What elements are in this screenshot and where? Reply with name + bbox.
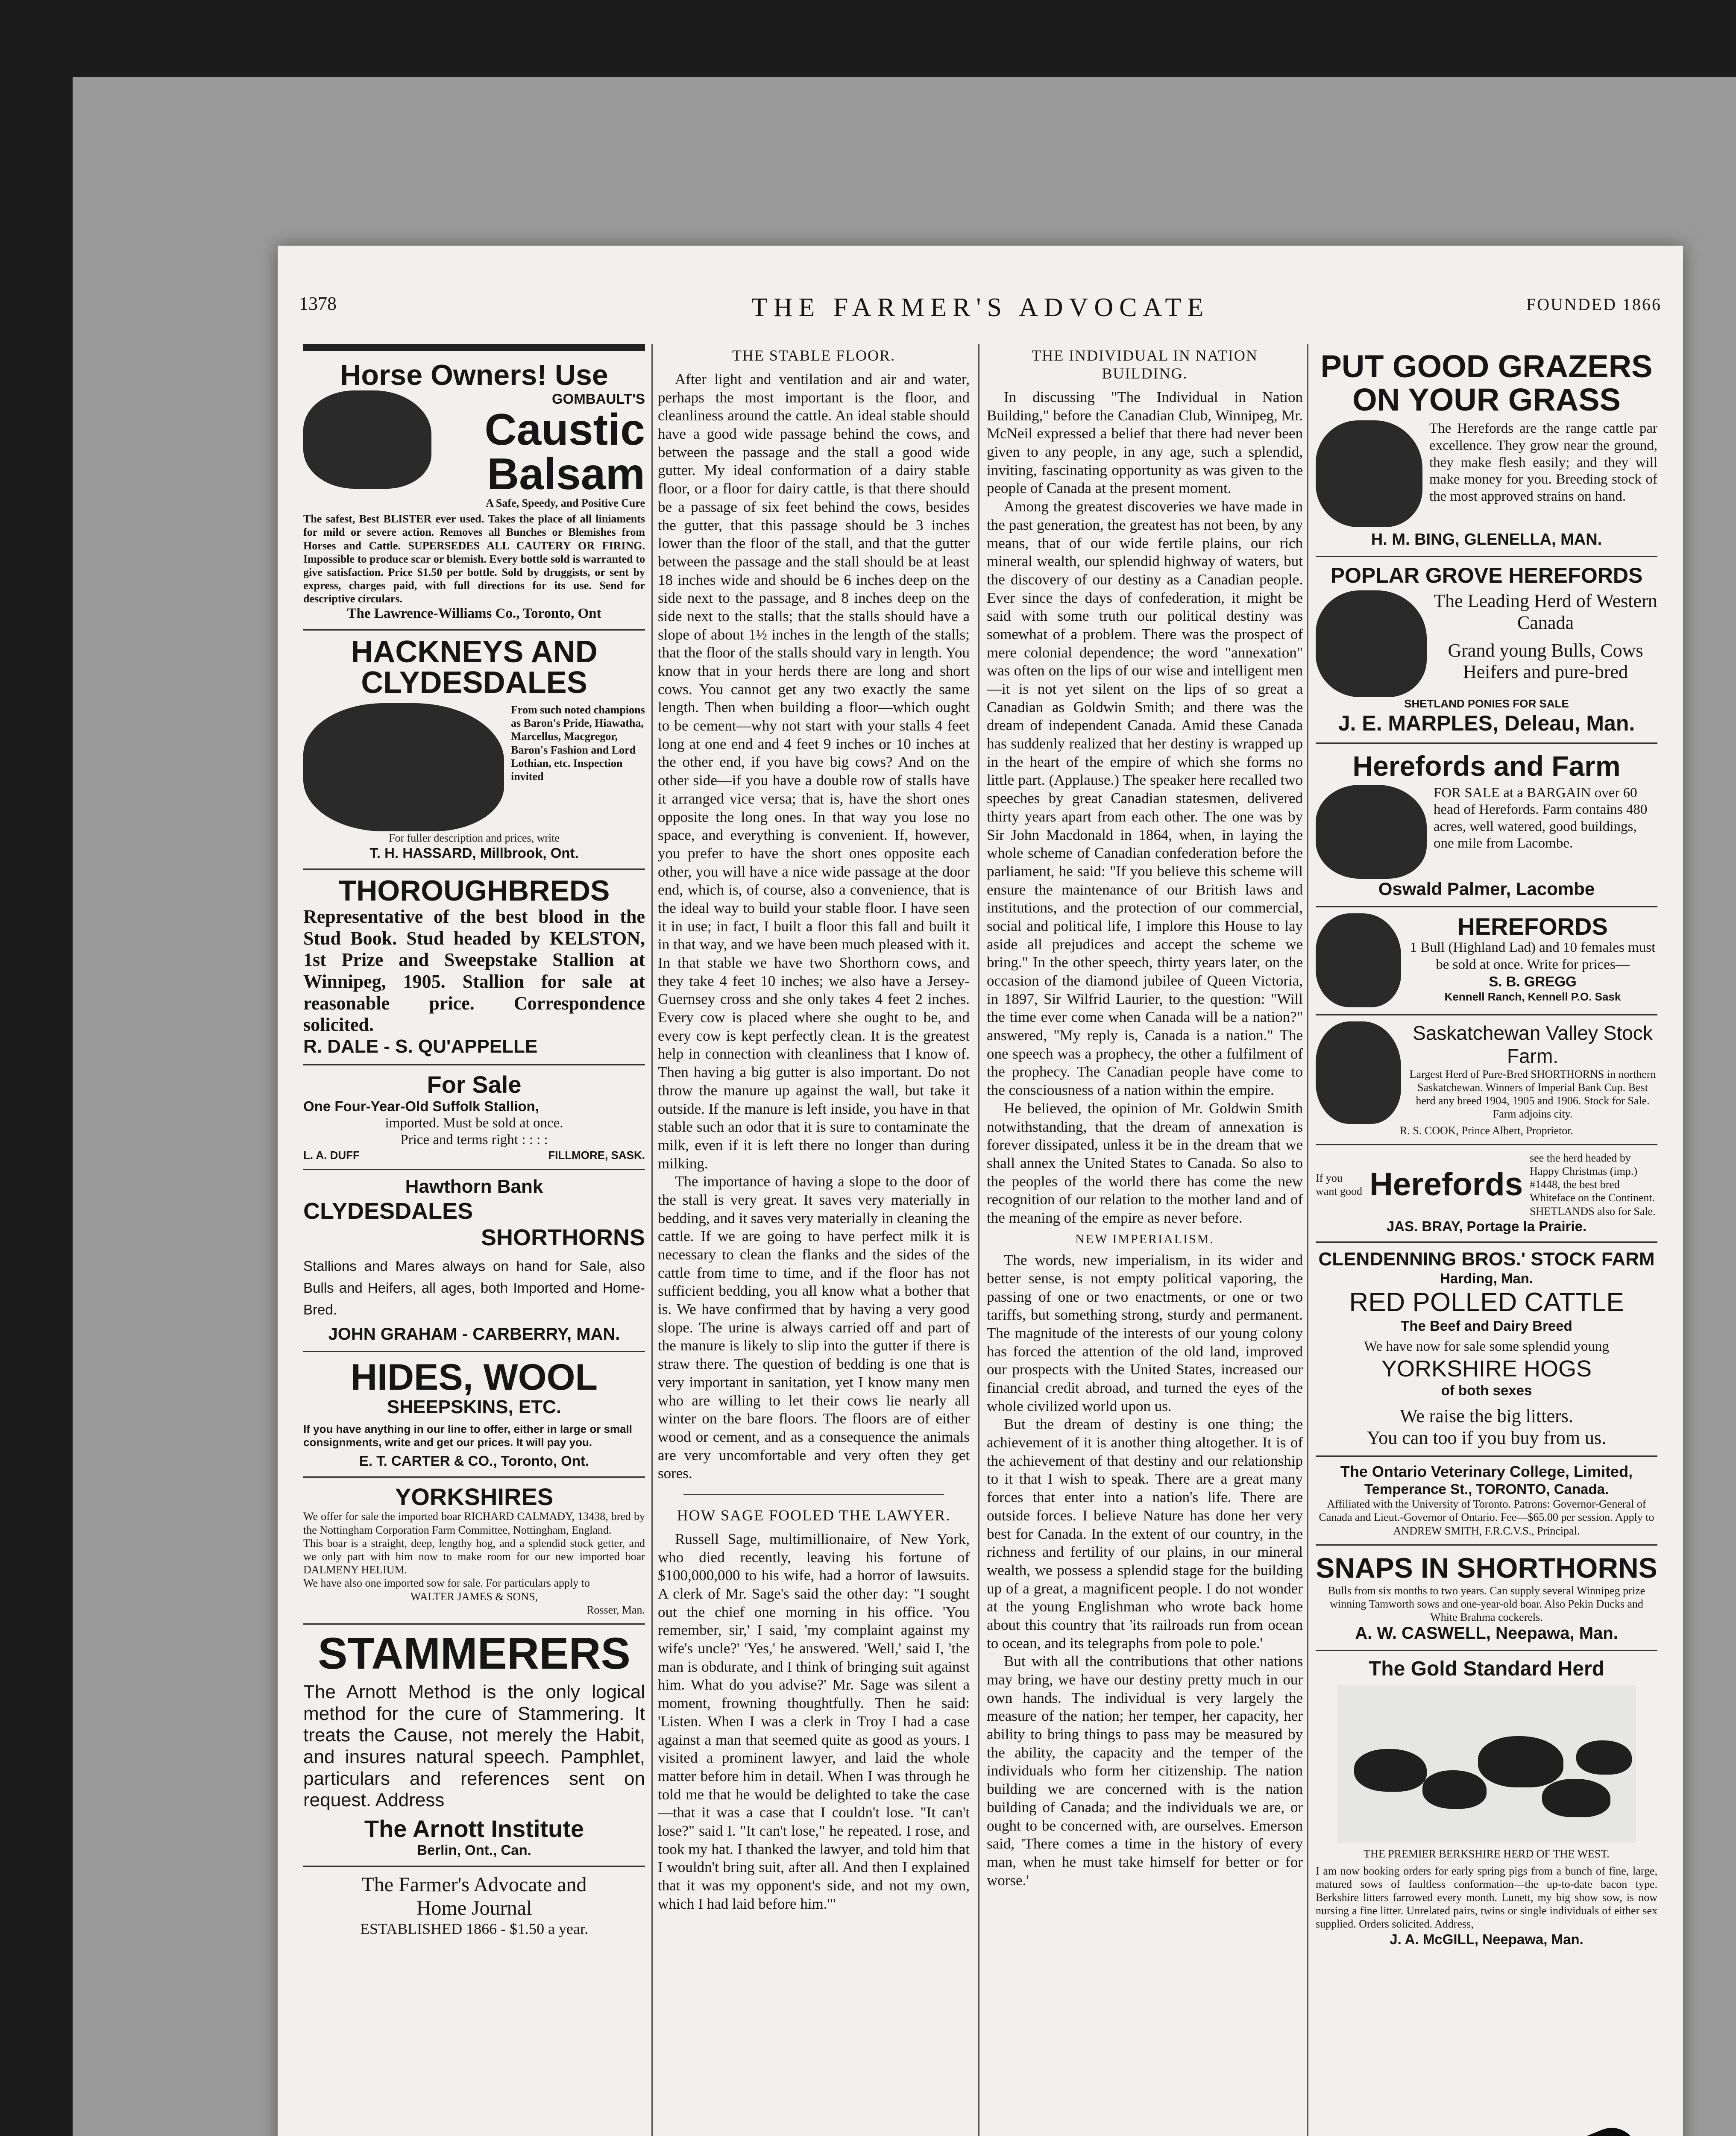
bull-illustration xyxy=(1316,785,1427,879)
horse-illustration xyxy=(303,390,431,489)
ad-title: The Ontario Veterinary College, Limited, xyxy=(1340,1462,1633,1480)
ad-title-2: ON YOUR GRASS xyxy=(1352,381,1621,417)
ad-gregg-herefords xyxy=(1316,907,1657,1015)
ad-body: I am now booking orders for early spring pigs from a bunch of fine, large, matured sows of faultless conformation—the up-to-date bacon type. Berkshire litters farrowed every month. Lunett, my big show sow, is now nursing a fine litter. Unrelated pairs, twins or single individuals of either sex supplied. Orders solicited. Address, xyxy=(1316,1864,1657,1931)
ad-signature: The Arnott Institute xyxy=(364,1815,584,1842)
ad-herefords-farm xyxy=(1316,744,1657,907)
ad-title: HEREFORDS xyxy=(1457,912,1608,940)
ad-location: Harding, Man. xyxy=(1440,1270,1534,1287)
ad-line: Grand young Bulls, Cows Heifers and pure-bred xyxy=(1448,640,1643,683)
ad-title: The Gold Standard Herd xyxy=(1368,1658,1605,1681)
bull-illustration xyxy=(1316,913,1401,1007)
ad-thoroughbreds xyxy=(303,870,645,1066)
ad-body: The Herefords are the range cattle par excellence. They grow near the ground, they make flesh easily; and they will make money for you. Breeding stock of the most approved strains on hand. xyxy=(1429,421,1657,504)
ad-hackneys xyxy=(303,631,645,870)
ad-body: FOR SALE at a BARGAIN over 60 head of Herefords. Farm contains 480 acres, well watered, good buildings, one mile from Lacombe. xyxy=(1434,785,1648,851)
ad-clendenning xyxy=(1316,1243,1657,1456)
ad-suffolk-stallion xyxy=(303,1065,645,1170)
ad-signature: S. B. GREGG xyxy=(1489,974,1577,990)
column-rule xyxy=(651,344,653,2136)
ad-title: For Sale xyxy=(427,1071,522,1098)
article-paragraph: He believed, the opinion of Mr. Goldwin Smith notwithstanding, that the dream of annexation is forever dissipated, unless it be in the dream that we shall annex the United States to Canada. So also to the peoples of the world there has come the new recognition of our relation to the mother land and of the meaning of the empire as never before. xyxy=(987,1100,1303,1226)
ad-signature: A. W. CASWELL, Neepawa, Man. xyxy=(1355,1624,1618,1643)
ad-tagline: A Safe, Speedy, and Positive Cure xyxy=(486,496,645,509)
ad-subtitle-4: of both sexes xyxy=(1441,1382,1532,1399)
journal-line: Home Journal xyxy=(416,1896,532,1919)
top-rule xyxy=(303,344,645,351)
article-body xyxy=(658,370,970,1483)
ad-note: For fuller description and prices, write xyxy=(389,832,560,845)
newspaper-page xyxy=(278,246,1683,2136)
ad-title: THOROUGHBREDS xyxy=(338,874,610,907)
column-rule xyxy=(1307,344,1308,2136)
ad-body: Bulls from six months to two years. Can supply several Winnipeg prize winning Tamworth sows and one-year-old boar. Also Pekin Ducks and White Brahma cockerels. xyxy=(1328,1584,1645,1624)
ad-body: 1 Bull (Highland Lad) and 10 females must be sold at once. Write for prices— xyxy=(1410,940,1656,972)
article-paragraph: The importance of having a slope to the door of the stall is very great. It saves very materially in bedding, and it saves very materially in cleaning the cattle. If we are going to have perfect milk it is necessary to clean the flanks and the sides of the cattle from time to time, and if the floor has not sufficient bedding, you all know what a bother that is. We have confirmed that by having a very good slope. The urine is always carried off and part of the manure is likely to slip into the gutter if there is straw there. The question of bedding is one that is very important in sanitation, yet I know many men who are willing to let their cows lie nearly all winter on the bare floors. The floors are of either wood or cement, and as a consequence the animals are very uncomfortable and very often they get sores. xyxy=(658,1173,970,1482)
article-paragraph: But the dream of destiny is one thing; the achievement of it is another thing altogether. It is of the achievement of that destiny and our relationship to it that I wish to speak. There are a great many forces that enter into a nation's life. There are outside forces. I believe Nature has done her very best for Canada. In the extent of our country, in the richness and fertility of our plains, in our mineral wealth, we possess a splendid stage for the building up of a great, a magnificent people. I do not wonder at the young Englishman who wrote back home about this country that 'its railroads run from ocean to ocean, and its telegraphs from pole to pole.' xyxy=(987,1416,1303,1652)
ad-signature: Oswald Palmer, Lacombe xyxy=(1378,878,1595,899)
ad-signature: T. H. HASSARD, Millbrook, Ont. xyxy=(369,845,579,861)
ad-line: One Four-Year-Old Suffolk Stallion, xyxy=(303,1098,539,1114)
ad-address: Temperance St., TORONTO, Canada. xyxy=(1364,1481,1609,1497)
founded-line: FOUNDED 1866 xyxy=(1526,295,1662,314)
ad-subtitle: SHEEPSKINS, ETC. xyxy=(387,1397,562,1418)
ad-product-name-2: Balsam xyxy=(487,449,645,499)
ad-good-grazers xyxy=(1316,344,1657,557)
article-paragraph: Among the greatest discoveries we have made in the past generation, the greatest has not been, by any means, that of our wide fertile plains, our rich mineral wealth, our splendid highway of waters, but the discovery of our destiny as a Canadian people. Ever since the days of confederation, it might be said with some truth our political destiny was somewhat of a problem. There was the prospect of mere colonial dependence; the word "annexation" was often on the lips of our wise and intelligent men—it is not yet silent on the lips of so great a Canadian as Goldwin Smith; and there was the dream of independent Canada. Amid these Canada has suddenly realized that her destiny is wrapped up in the heart of the empire of which she forms no little part. (Applause.) The speaker here recalled two speeches by great Canadian statesmen, delivered thirty years apart from each other. The one was by Sir John Macdonald in 1864, when, in laying the whole scheme of Canadian confederation before the parliament, he said: "If you believe this scheme will ensure the maintenance of our British laws and institutions, and the protection of our commercial, social and political life, I implore this House to lay aside all prejudices and accept the scheme we bring." In the other speech, thirty years later, on the occasion of the diamond jubilee of Queen Victoria, in 1897, Sir Wilfrid Laurier, to the question: "Will the time ever come when Canada will be a nation?" answered, "My reply is, Canada is a nation." The one speech was a prophecy, the other a fulfilment of the prophecy. The Canadian people have come to the consciousness of a nation within the empire. xyxy=(987,498,1303,1099)
ad-gold-standard-herd xyxy=(1316,1651,1657,1954)
ad-signature: The Lawrence-Williams Co., Toronto, Ont xyxy=(347,606,601,622)
page-header xyxy=(299,293,1662,323)
column-rule xyxy=(978,344,979,2136)
ad-line: SHETLAND PONIES FOR SALE xyxy=(1404,697,1569,710)
ad-ontario-veterinary xyxy=(1316,1457,1657,1546)
article-divider xyxy=(683,1494,944,1495)
journal-line: The Farmer's Advocate and xyxy=(361,1873,587,1896)
ad-body: Largest Herd of Pure-Bred SHORTHORNS in northern Saskatchewan. Winners of Imperial Bank Cup. Best herd any breed 1904, 1905 and 1906. Stock for Sale. Farm adjoins city. xyxy=(1409,1068,1656,1121)
ad-signature: WALTER JAMES & SONS, xyxy=(410,1590,538,1603)
ad-paragraph: This boar is a straight, deep, lengthy hog, and a splendid stock getter, and we only part with him now to make room for our new imported boar DALMENY HELIUM. xyxy=(303,1537,645,1576)
ad-journal xyxy=(303,1867,645,1945)
column-4-ads xyxy=(1316,344,1657,2136)
bull-illustration xyxy=(1316,590,1427,697)
ad-poplar-grove xyxy=(1316,557,1657,743)
ad-body: The Arnott Method is the only logical method for the cure of Stammering. It treats the Cause, not merely the Habit, and insures natural speech. Pamphlet, particulars and references sent on request. Address xyxy=(303,1681,645,1811)
column-3-article xyxy=(987,344,1303,2136)
ad-lead: If you want good xyxy=(1316,1171,1363,1197)
ad-subtitle: CLYDESDALES xyxy=(303,1198,473,1224)
ad-signature: R. DALE - S. QU'APPELLE xyxy=(303,1036,538,1057)
ad-hides-wool xyxy=(303,1352,645,1478)
ad-saskatchewan-valley xyxy=(1316,1015,1657,1145)
ad-subtitle-3: YORKSHIRE HOGS xyxy=(1381,1356,1592,1382)
ad-signature: JAS. BRAY, Portage la Prairie. xyxy=(1386,1218,1587,1234)
ad-title: SNAPS IN SHORTHORNS xyxy=(1316,1552,1657,1584)
ad-yorkshires xyxy=(303,1478,645,1625)
ad-paragraph: We have also one imported sow for sale. For particulars apply to xyxy=(303,1577,590,1590)
ad-line: We raise the big litters. xyxy=(1400,1405,1573,1426)
ad-body: Stallions and Mares always on hand for Sale, also Bulls and Heifers, all ages, both Imported and Home-Bred. xyxy=(303,1258,645,1317)
ad-body: Affiliated with the University of Toronto. Patrons: Governor-General of Canada and Lieut.-Governor of Ontario. Fee—$65.00 per session. Apply to ANDREW SMITH, F.R.C.V.S., Principal. xyxy=(1319,1498,1654,1537)
ad-title: STAMMERERS xyxy=(318,1628,630,1678)
ad-signature: H. M. BING, GLENELLA, MAN. xyxy=(1371,531,1602,549)
ad-snaps-shorthorns xyxy=(1316,1546,1657,1652)
ad-signature: E. T. CARTER & CO., Toronto, Ont. xyxy=(359,1453,589,1469)
ad-line: You can too if you buy from us. xyxy=(1367,1427,1607,1448)
article-title: THE INDIVIDUAL IN NATION BUILDING. xyxy=(1032,347,1258,382)
article-title: HOW SAGE FOOLED THE LAWYER. xyxy=(677,1506,951,1524)
ad-line: imported. Must be sold at once. xyxy=(385,1115,563,1131)
ad-caustic-balsam xyxy=(303,354,645,631)
ad-body: From such noted champions as Baron's Pride, Hiawatha, Marcellus, Macgregor, Baron's Fashion and Lord Lothian, etc. Inspection invited xyxy=(511,704,645,783)
ad-title: Herefords xyxy=(1369,1166,1523,1203)
article-subheading: NEW IMPERIALISM. xyxy=(1075,1232,1214,1246)
ad-line: Price and terms right : : : : xyxy=(400,1132,548,1148)
ad-hawthorn-bank xyxy=(303,1170,645,1352)
illustration-caption: THE PREMIER BERKSHIRE HERD OF THE WEST. xyxy=(1364,1848,1610,1860)
article-paragraph: In discussing "The Individual in Nation Building," before the Canadian Club, Winnipeg, Mr. McNeil expressed a belief that there had never been given to any people, in any age, such a splendid, inviting, fascinating opportunity as was given to the people of Canada at the present moment. xyxy=(987,389,1303,497)
ad-title-2: CLYDESDALES xyxy=(361,666,587,700)
article-paragraph: The words, new imperialism, in its wider and better sense, is not empty political vaporing, the passing of one or two enactments, or one or two tariffs, but something strong, sturdy and permanent. The magnitude of the interests of our young colony has forced the attention of the old land, improved our prospects with the United States, increased our financial credit abroad, and turned the eyes of the whole civilized world upon us. xyxy=(987,1252,1303,1414)
article-paragraph: But with all the contributions that other nations may bring, we have our destiny pretty much in our own hands. The individual is very largely the measure of the nation; her temper, her capacity, her ability to bring things to pass may be measured by the ability, the capacity and the temper of the individuals who form her citizenship. The nation building we are concerned with is the nation building of Canada; and the individuals we are, or ought to be concerned with, are ourselves. Emerson said, 'There comes a time in the history of every man, when he must take himself for better or for worse.' xyxy=(987,1653,1303,1889)
article-body xyxy=(987,388,1303,1890)
ad-body: The safest, Best BLISTER ever used. Takes the place of all liniaments for mild or severe action. Removes all Bunches or Blemishes from Horses and Cattle. SUPERSEDES ALL CAUTERY OR FIRING. Impossible to produce scar or blemish. Every bottle sold is warranted to give satisfaction. Price $1.50 per bottle. Sold by druggists, or sent by express, charges paid, with full directions for its use. Send for descriptive circulars. xyxy=(303,513,645,605)
ad-paragraph: We offer for sale the imported boar RICHARD CALMADY, 13438, bred by the Nottingham Corporation Farm Committee, Nottingham, England. xyxy=(303,1510,645,1536)
ad-signature: L. A. DUFF xyxy=(303,1148,360,1162)
article-paragraph: Russell Sage, multimillionaire, of New York, who died recently, leaving his fortune of $100,000,000 to his wife, had a horror of lawsuits. A clerk of Mr. Sage's said the other day: "I sought out the chief one morning in his office. 'You remember, sir,' I said, 'my complaint against my wife's uncle?' 'Yes,' he answered. 'Well,' said I, 'the man is obdurate, and I think of bringing suit against him. What do you advise?' Mr. Sage was silent a moment, frowning thoughtfully. Then he said: 'Listen. When I was a clerk in Troy I had a case against a man that seemed quite as good as yours. I visited a prominent lawyer, and laid the whole matter before him in detail. When I was through he told me that he would be delighted to take the case—that it was a case that I couldn't lose. "It can't lose?" said I. "It can't lose," he repeated. I rose, and took my hat. I thanked the lawyer, and told him that I wouldn't bring suit, after all. And then I explained that it was my opponent's side, and not my own, which I had laid before him.'" xyxy=(658,1530,970,1912)
column-1-ads xyxy=(303,344,645,2136)
ad-body: Representative of the best blood in the Stud Book. Stud headed by KELSTON, 1st Prize and Sweepstake Stallion at Winnipeg, 1905. Stallion for sale at reasonable price. Correspondence solicited. xyxy=(303,906,645,1036)
ad-signature: JOHN GRAHAM - CARBERRY, MAN. xyxy=(328,1324,620,1344)
ad-maker: GOMBAULT'S xyxy=(551,391,645,407)
article-body xyxy=(658,1530,970,1913)
ad-title: Saskatchewan Valley Stock Farm. xyxy=(1413,1021,1653,1067)
ad-line: We have now for sale some splendid young xyxy=(1364,1339,1609,1355)
masthead: THE FARMER'S ADVOCATE xyxy=(751,293,1210,322)
ad-bray-herefords xyxy=(1316,1145,1657,1243)
article-title: THE STABLE FLOOR. xyxy=(732,347,896,364)
ad-body: If you have anything in our line to offer, either in large or small consignments, write and get our prices. It will pay you. xyxy=(303,1422,633,1449)
ad-location: Kennell Ranch, Kennell P.O. Sask xyxy=(1444,990,1621,1003)
ad-title: YORKSHIRES xyxy=(395,1483,554,1510)
ad-line: The Leading Herd of Western Canada xyxy=(1434,590,1657,633)
ad-signature: J. E. MARPLES, Deleau, Man. xyxy=(1338,711,1635,735)
ad-signature: J. A. McGILL, Neepawa, Man. xyxy=(1390,1931,1584,1947)
ad-stammerers xyxy=(303,1625,645,1867)
ad-title: POPLAR GROVE HEREFORDS xyxy=(1330,563,1643,588)
ad-title: CLENDENNING BROS.' STOCK FARM xyxy=(1318,1249,1655,1270)
berkshire-herd-illustration xyxy=(1337,1685,1636,1843)
ad-title: HACKNEYS AND xyxy=(351,635,598,669)
ad-headline: Horse Owners! Use xyxy=(340,359,608,391)
ad-subtitle-2: SHORTHORNS xyxy=(481,1224,645,1250)
ad-signature: R. S. COOK, Prince Albert, Proprietor. xyxy=(1400,1124,1573,1137)
ad-title: Hawthorn Bank xyxy=(405,1176,543,1197)
ad-location: Rosser, Man. xyxy=(586,1603,645,1616)
bull-illustration xyxy=(1316,1021,1401,1124)
ad-product-name: Caustic xyxy=(484,405,645,455)
journal-line: ESTABLISHED 1866 - $1.50 a year. xyxy=(360,1920,589,1937)
ad-location: Berlin, Ont., Can. xyxy=(417,1842,531,1858)
ad-title: HIDES, WOOL xyxy=(350,1356,598,1398)
ad-title: PUT GOOD GRAZERS xyxy=(1320,349,1653,384)
ad-title: Herefords and Farm xyxy=(1352,750,1621,782)
ad-subtitle-2: The Beef and Dairy Breed xyxy=(1401,1317,1572,1334)
column-2-article xyxy=(658,344,970,2136)
hereford-illustration xyxy=(1316,420,1422,527)
ad-subtitle: RED POLLED CATTLE xyxy=(1349,1287,1624,1317)
ad-location: FILLMORE, SASK. xyxy=(548,1148,645,1162)
ad-body: see the herd headed by Happy Christmas (imp.) #1448, the best bred Whiteface on the Continent. SHETLANDS also for Sale. xyxy=(1530,1151,1656,1218)
horse-illustration xyxy=(303,703,504,831)
article-paragraph: After light and ventilation and air and water, perhaps the most important is the floor, and cleanliness around the cattle. An ideal stable should have a good wide passage behind the cows, and between the passage and the stall a good wide gutter. My ideal conformation of a dairy stable floor, or a floor for dairy cattle, is that there should be a passage of six feet behind the cows, besides the gutter, that this passage should be 3 inches lower than the floor of the stall, and that the gutter between the passage and the stall should be at least 18 inches wide and should be 6 inches deep on the side next to the passage, and 8 inches deep on the side next to the stalls; that the stalls should have a slope of about 1½ inches in the length of the stalls; that the floor of the stalls should vary in length. You know that in your herds there are long and short cows. You cannot get any two exactly the same length. Then when building a floor—which ought to be cement—why not start with your stalls 4 feet long at one end and 4 feet 9 inches or 10 inches at the other end, if you have big cows? And on the other side—if you have a double row of stalls have it arranged vice versa; that is, have the short ones opposite the long ones. In that way you lose no space, and everything is convenient. If, however, you prefer to have the short ones opposite each other, you will have a nice wide passage at the door end, which is, of course, also a convenience, that is the ideal way to build your stable floor. I have seen it in use; in fact, I built a floor this fall and built it in that way, and we have been much pleased with it. In that stable we have two Shorthorn cows, and they take 4 feet 10 inches; we also have a Jersey-Guernsey cross and she only takes 4 feet 2 inches. Every cow is placed where she ought to be, and every cow is kept perfectly clean. It is the greatest help in connection with cleanliness that I know of. Then having a big gutter is also important. Do not throw the manure up against the wall, but take it outside. If the manure is left inside, you have in that stable such an odor that it is sure to contaminate the milk, even if it is left there no longer than during milking. xyxy=(658,371,970,1172)
page-number: 1378 xyxy=(299,293,337,314)
